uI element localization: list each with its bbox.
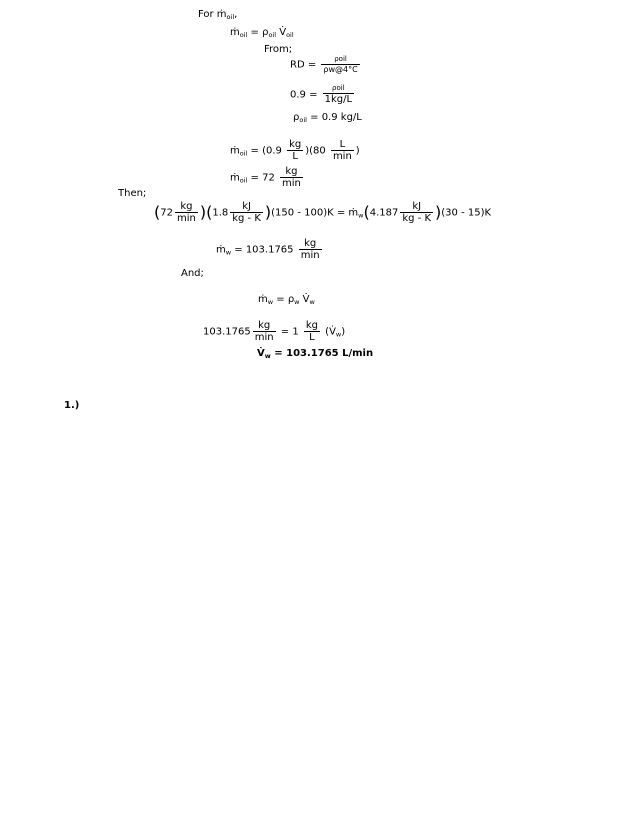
oil-density-result: $\rho_{oil} = 0.9$ kg/L [293, 112, 362, 124]
mass-flow-water-equation: ṁ$_w$ = $\rho_w$ $V̇_w$ [258, 294, 315, 306]
density-ratio-equation: 0.9 = $\frac{\text{ρoil}}{1kg/L}$ [290, 84, 353, 105]
mass-flow-water-result: ṁ$_w$ = 103.1765 $\frac{kg}{\min}$ [216, 238, 320, 261]
problem-number: 1.) [64, 400, 80, 411]
mass-flow-oil-result: ṁ$_{oil}$ = 72 $\frac{kg}{\min}$ [230, 166, 301, 189]
final-answer: $V̇_w = 103.1765$ L/min [257, 348, 374, 360]
energy-balance-equation: (72 $\frac{kg}{\min}$ )(1.8 $\frac{kJ}{kg - K}$ )(150 - 100)K = ṁ$_w$(4.187 $\frac{kJ}{kg - K}$ )(30 - 15)K [154, 201, 492, 224]
for-mass-oil-label: For ṁ$_{oil}$, [198, 9, 238, 21]
mass-flow-oil-equation: ṁ$_{oil}$ = $\rho_{oil}$ $V̇_{oil}$ [230, 27, 294, 39]
ratio-numerator: ρoil [323, 84, 354, 94]
rd-denominator: ρw@4°C [323, 65, 358, 74]
and-label: And; [181, 268, 204, 279]
ratio-denominator: 1kg/L [324, 94, 353, 105]
volume-flow-equation: 103.1765 $\frac{kg}{\min}$ = 1 $\frac{kg}{L}$ $(V̇_w)$ [203, 320, 346, 343]
then-label: Then; [118, 188, 147, 199]
relative-density-equation: RD = $\frac{\text{ρoil}}{\rho w@4^\circ C}$ [290, 55, 358, 74]
mass-flow-oil-calculation: ṁ$_{oil}$ = (0.9 $\frac{kg}{L}$ )(80 $\frac{L}{\min}$ ) [230, 139, 360, 162]
from-label: From; [264, 44, 293, 55]
rd-numerator: ρoil [321, 55, 359, 65]
